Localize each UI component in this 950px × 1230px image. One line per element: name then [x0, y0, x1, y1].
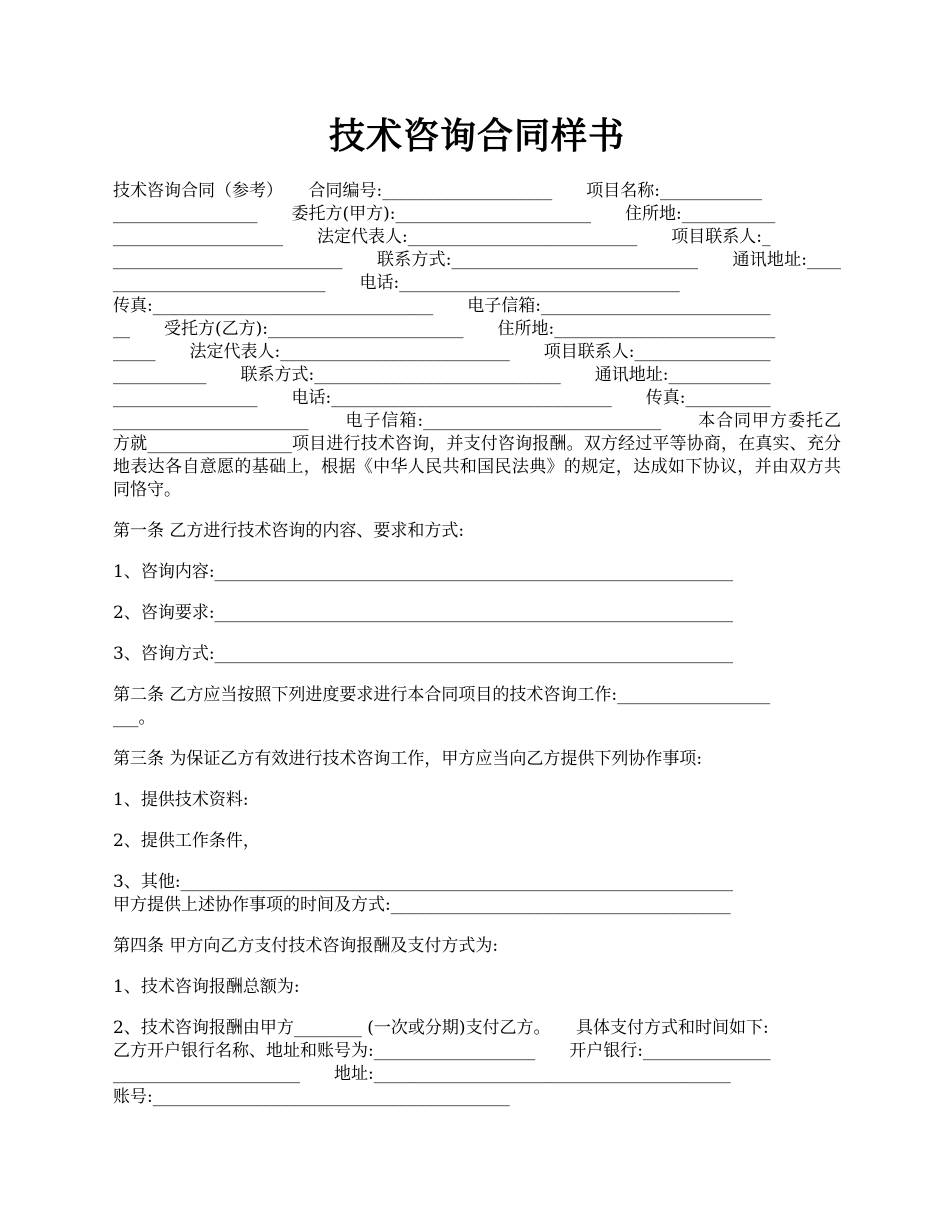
article-3-item-1: 1、提供技术资料:	[113, 790, 249, 810]
article-4-heading: 第四条 甲方向乙方支付技术咨询报酬及支付方式为:	[113, 936, 499, 956]
article-1-heading: 第一条 乙方进行技术咨询的内容、要求和方式:	[113, 521, 465, 541]
article-1-item-1: 1、咨询内容:_____________________________________________________________	[113, 562, 734, 582]
document-title: 技术咨询合同样书	[328, 115, 625, 157]
article-1-item-2: 2、咨询要求:_____________________________________________________________	[113, 603, 734, 623]
article-3-heading: 第三条 为保证乙方有效进行技术咨询工作，甲方应当向乙方提供下列协作事项:	[113, 749, 703, 769]
contract-parties-block: 技术咨询合同（参考） 合同编号:____________________ 项目名称:____________ _________________ 委托方(甲方):_______________________ 住所地:___________ ____________________ 法定代表人:___________________________ 项目联系人:_ ___________________________ 联系方式:_____________________________ 通讯地址:_____________________________ 电话:_________________________________ 传真:_________________________________ 电子信箱:___________________________ __ 受托方(乙方):_______________________ 住所地:__________________________ _____ 法定代表人:___________________________ 项目联系人:________________ ___________ 联系方式:_____________________________ 通讯地址:____________ _________________ 电话:_________________________________ 传真:__________ _______________________ 电子信箱:____________________________ 本合同甲方委托乙方就_________________项目进行技术咨询，并支付咨询报酬。双方经过平等协商，在真实、充分地表达各自意愿的基础上，根据《中华人民共和国民法典》的规定，达成如下协议，并由双方共同恪守。	[113, 181, 841, 500]
document-page	[113, 110, 841, 1109]
article-1-item-3: 3、咨询方式:_____________________________________________________________	[113, 644, 734, 664]
article-3-item-3: 3、其他:_________________________________________________________________	[113, 872, 734, 892]
article-2-text: 第二条 乙方应当按照下列进度要求进行本合同项目的技术咨询工作:__________________ ___。	[113, 685, 771, 728]
article-4-item-1: 1、技术咨询报酬总额为:	[113, 977, 300, 997]
article-4-item-2: 2、技术咨询报酬由甲方________ (一次或分期)支付乙方。 具体支付方式和时间如下: 乙方开户银行名称、地址和账号为:___________________ 开户银行:_______________ ______________________ 地址:__________________________________________ 账号:__________________________________________	[113, 1018, 771, 1107]
article-3-item-2: 2、提供工作条件，	[113, 831, 260, 851]
article-3-note: 甲方提供上述协作事项的时间及方式:________________________________________	[113, 895, 731, 915]
